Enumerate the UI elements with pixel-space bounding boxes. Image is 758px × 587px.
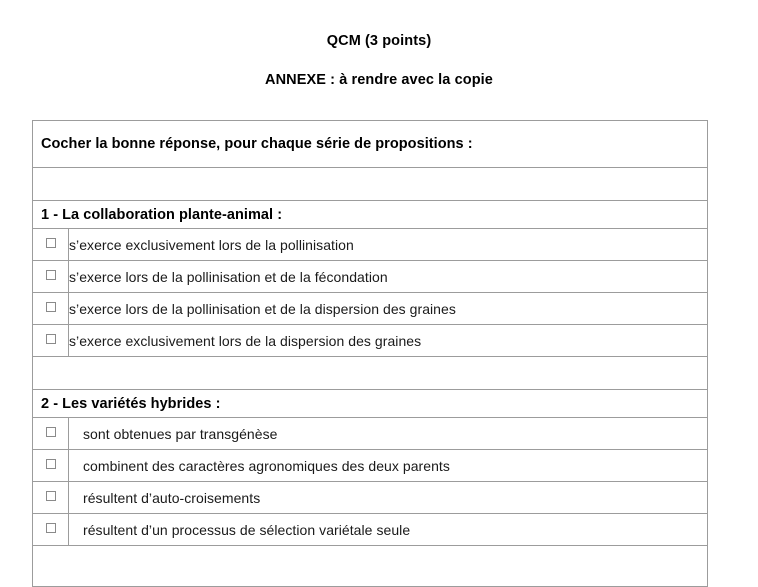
- table-row-spacer: [33, 357, 708, 390]
- checkbox-empty-icon[interactable]: [46, 523, 56, 533]
- option-label-2-2[interactable]: combinent des caractères agronomiques des deux parents: [69, 450, 708, 482]
- section-heading-1: 1 - La collaboration plante-animal :: [33, 201, 708, 229]
- table-row-option-2-3[interactable]: [33, 482, 708, 514]
- checkbox-cell-2-2[interactable]: [33, 450, 69, 482]
- checkbox-empty-icon[interactable]: [46, 302, 56, 312]
- table-row-option-2-1[interactable]: [33, 418, 708, 450]
- checkbox-cell-2-4[interactable]: [33, 514, 69, 546]
- checkbox-cell-1-1[interactable]: [33, 229, 69, 261]
- checkbox-cell-1-4[interactable]: [33, 325, 69, 357]
- spacer-cell: [33, 168, 708, 201]
- table-row-option-1-1[interactable]: [33, 229, 708, 261]
- checkbox-empty-icon[interactable]: [46, 238, 56, 248]
- table-row-option-2-2[interactable]: [33, 450, 708, 482]
- option-label-2-3[interactable]: résultent d’auto-croisements: [69, 482, 708, 514]
- checkbox-cell-2-1[interactable]: [33, 418, 69, 450]
- qcm-table: [32, 120, 708, 587]
- option-label-1-3[interactable]: s’exerce lors de la pollinisation et de la dispersion des graines: [69, 293, 708, 325]
- table-row-option-2-4[interactable]: [33, 514, 708, 546]
- checkbox-empty-icon[interactable]: [46, 459, 56, 469]
- instruction-text: Cocher la bonne réponse, pour chaque série de propositions :: [33, 121, 708, 168]
- table-row-option-1-3[interactable]: [33, 293, 708, 325]
- checkbox-empty-icon[interactable]: [46, 270, 56, 280]
- checkbox-cell-1-2[interactable]: [33, 261, 69, 293]
- table-row-spacer: [33, 168, 708, 201]
- checkbox-empty-icon[interactable]: [46, 334, 56, 344]
- section-heading-2: 2 - Les variétés hybrides :: [33, 390, 708, 418]
- spacer-cell: [33, 546, 708, 587]
- checkbox-empty-icon[interactable]: [46, 427, 56, 437]
- option-label-1-4[interactable]: s’exerce exclusivement lors de la dispersion des graines: [69, 325, 708, 357]
- checkbox-cell-1-3[interactable]: [33, 293, 69, 325]
- page-subtitle: ANNEXE : à rendre avec la copie: [265, 72, 493, 88]
- table-row-option-1-4[interactable]: [33, 325, 708, 357]
- table-row-instruction: [33, 121, 708, 168]
- option-label-1-1[interactable]: s’exerce exclusivement lors de la pollinisation: [69, 229, 708, 261]
- table-row-section-heading-1: [33, 201, 708, 229]
- page-title: QCM (3 points): [326, 33, 432, 49]
- option-label-2-1[interactable]: sont obtenues par transgénèse: [69, 418, 708, 450]
- checkbox-empty-icon[interactable]: [46, 491, 56, 501]
- checkbox-cell-2-3[interactable]: [33, 482, 69, 514]
- table-row-section-heading-2: [33, 390, 708, 418]
- option-label-1-2[interactable]: s’exerce lors de la pollinisation et de la fécondation: [69, 261, 708, 293]
- option-label-2-4[interactable]: résultent d’un processus de sélection variétale seule: [69, 514, 708, 546]
- table-row-option-1-2[interactable]: [33, 261, 708, 293]
- table-row-spacer: [33, 546, 708, 587]
- spacer-cell: [33, 357, 708, 390]
